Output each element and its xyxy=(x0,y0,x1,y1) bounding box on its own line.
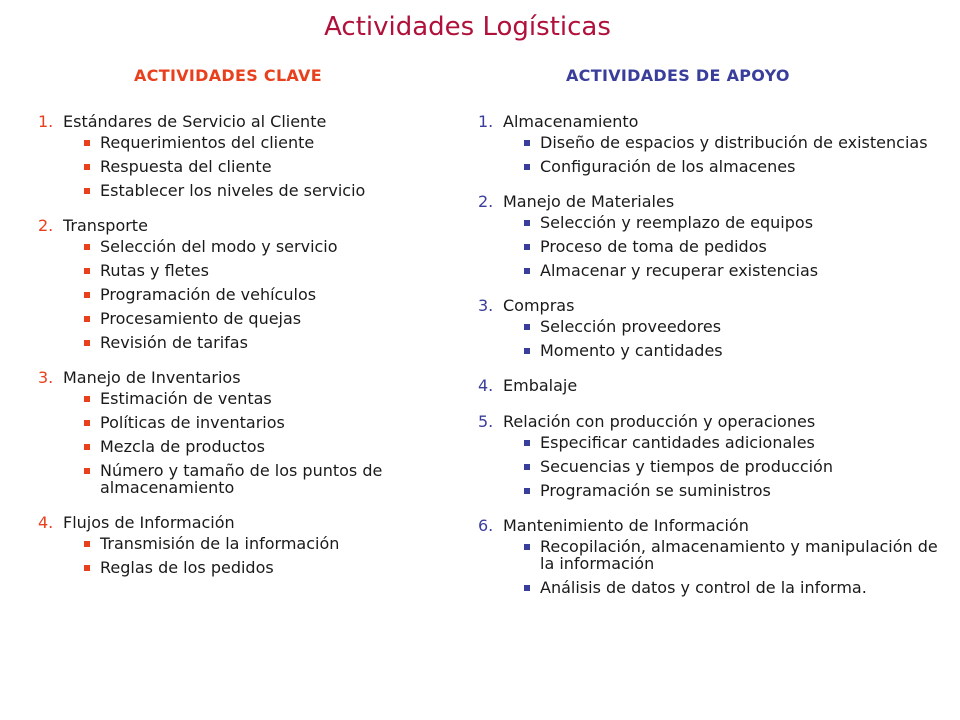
key-activities-column xyxy=(38,66,458,593)
activity-section xyxy=(38,112,458,199)
page-title: Actividades Logísticas xyxy=(324,12,611,42)
list-item xyxy=(38,238,458,255)
square-bullet-icon xyxy=(524,488,530,494)
section-title-text: Estándares de Servicio al Cliente xyxy=(63,112,327,131)
list-item-text: Diseño de espacios y distribución de existencias xyxy=(540,133,928,152)
list-item xyxy=(478,318,948,335)
list-item-text: Almacenar y recuperar existencias xyxy=(540,261,819,280)
support-activities-column xyxy=(478,66,948,613)
sub-item-list xyxy=(38,238,458,351)
section-number: 2. xyxy=(38,216,54,235)
square-bullet-icon xyxy=(524,324,530,330)
square-bullet-icon xyxy=(84,340,90,346)
section-number: 1. xyxy=(478,112,494,131)
list-item-text: Requerimientos del cliente xyxy=(100,133,315,152)
square-bullet-icon xyxy=(84,268,90,274)
list-item xyxy=(478,579,948,596)
list-item-text: Proceso de toma de pedidos xyxy=(540,237,767,256)
section-number: 2. xyxy=(478,192,494,211)
section-title xyxy=(38,216,458,235)
list-item xyxy=(478,538,948,572)
list-item-text: Número y tamaño de los puntos de almacenamiento xyxy=(100,461,383,497)
key-activities-heading: ACTIVIDADES CLAVE xyxy=(134,66,322,85)
list-item-text: Programación de vehículos xyxy=(100,285,317,304)
list-item-text: Secuencias y tiempos de producción xyxy=(540,457,833,476)
square-bullet-icon xyxy=(84,164,90,170)
activity-section xyxy=(478,192,948,279)
list-item xyxy=(478,482,948,499)
section-title-text: Flujos de Información xyxy=(63,513,235,532)
sub-item-list xyxy=(478,538,948,596)
section-title-text: Relación con producción y operaciones xyxy=(503,412,816,431)
sub-item-list xyxy=(38,535,458,576)
sub-item-list xyxy=(478,134,948,175)
list-item xyxy=(478,458,948,475)
section-title xyxy=(478,112,948,131)
activity-section xyxy=(478,296,948,359)
section-title-text: Embalaje xyxy=(503,376,578,395)
section-number: 1. xyxy=(38,112,54,131)
list-item-text: Programación se suministros xyxy=(540,481,771,500)
key-activities-list xyxy=(38,112,458,576)
square-bullet-icon xyxy=(84,188,90,194)
sub-item-list xyxy=(38,134,458,199)
list-item xyxy=(38,414,458,431)
section-title xyxy=(478,412,948,431)
list-item xyxy=(478,434,948,451)
list-item xyxy=(478,158,948,175)
list-item-text: Momento y cantidades xyxy=(540,341,723,360)
square-bullet-icon xyxy=(524,348,530,354)
list-item xyxy=(38,334,458,351)
square-bullet-icon xyxy=(524,164,530,170)
list-item xyxy=(38,535,458,552)
list-item xyxy=(38,134,458,151)
activity-section xyxy=(38,368,458,496)
list-item xyxy=(38,390,458,407)
list-item xyxy=(478,134,948,151)
square-bullet-icon xyxy=(84,420,90,426)
square-bullet-icon xyxy=(524,244,530,250)
list-item-text: Reglas de los pedidos xyxy=(100,558,274,577)
section-title xyxy=(38,112,458,131)
list-item xyxy=(38,262,458,279)
section-number: 5. xyxy=(478,412,494,431)
section-title xyxy=(478,516,948,535)
section-title xyxy=(478,296,948,315)
square-bullet-icon xyxy=(84,140,90,146)
square-bullet-icon xyxy=(84,292,90,298)
activity-section xyxy=(38,513,458,576)
square-bullet-icon xyxy=(524,268,530,274)
section-title xyxy=(478,376,948,395)
section-title-text: Almacenamiento xyxy=(503,112,639,131)
list-item-text: Recopilación, almacenamiento y manipulación de la información xyxy=(540,537,938,573)
list-item xyxy=(478,262,948,279)
list-item xyxy=(38,286,458,303)
square-bullet-icon xyxy=(84,565,90,571)
square-bullet-icon xyxy=(84,541,90,547)
square-bullet-icon xyxy=(524,140,530,146)
list-item xyxy=(38,158,458,175)
list-item xyxy=(478,238,948,255)
list-item-text: Políticas de inventarios xyxy=(100,413,285,432)
activity-section xyxy=(478,516,948,596)
section-title xyxy=(478,192,948,211)
list-item-text: Rutas y fletes xyxy=(100,261,209,280)
square-bullet-icon xyxy=(524,440,530,446)
list-item-text: Transmisión de la información xyxy=(100,534,340,553)
support-activities-heading: ACTIVIDADES DE APOYO xyxy=(566,66,790,85)
list-item xyxy=(38,310,458,327)
list-item xyxy=(38,559,458,576)
sub-item-list xyxy=(478,214,948,279)
section-title-text: Transporte xyxy=(63,216,148,235)
list-item-text: Mezcla de productos xyxy=(100,437,265,456)
square-bullet-icon xyxy=(84,244,90,250)
square-bullet-icon xyxy=(524,220,530,226)
sub-item-list xyxy=(38,390,458,496)
square-bullet-icon xyxy=(84,316,90,322)
list-item-text: Revisión de tarifas xyxy=(100,333,248,352)
activity-section xyxy=(478,376,948,395)
list-item xyxy=(478,214,948,231)
list-item-text: Selección y reemplazo de equipos xyxy=(540,213,814,232)
list-item xyxy=(38,438,458,455)
section-title-text: Compras xyxy=(503,296,575,315)
section-number: 3. xyxy=(478,296,494,315)
list-item xyxy=(478,342,948,359)
list-item-text: Análisis de datos y control de la informa. xyxy=(540,578,867,597)
sub-item-list xyxy=(478,434,948,499)
square-bullet-icon xyxy=(524,544,530,550)
list-item-text: Selección proveedores xyxy=(540,317,722,336)
section-title-text: Manejo de Materiales xyxy=(503,192,675,211)
section-number: 3. xyxy=(38,368,54,387)
list-item-text: Selección del modo y servicio xyxy=(100,237,338,256)
section-title-text: Mantenimiento de Información xyxy=(503,516,749,535)
square-bullet-icon xyxy=(524,585,530,591)
square-bullet-icon xyxy=(84,396,90,402)
square-bullet-icon xyxy=(84,444,90,450)
list-item xyxy=(38,182,458,199)
activity-section xyxy=(478,112,948,175)
section-number: 6. xyxy=(478,516,494,535)
activity-section xyxy=(38,216,458,351)
list-item-text: Estimación de ventas xyxy=(100,389,272,408)
square-bullet-icon xyxy=(524,464,530,470)
list-item xyxy=(38,462,458,496)
list-item-text: Procesamiento de quejas xyxy=(100,309,302,328)
list-item-text: Respuesta del cliente xyxy=(100,157,272,176)
square-bullet-icon xyxy=(84,468,90,474)
list-item-text: Configuración de los almacenes xyxy=(540,157,796,176)
support-activities-list xyxy=(478,112,948,596)
section-title xyxy=(38,368,458,387)
section-title-text: Manejo de Inventarios xyxy=(63,368,241,387)
section-title xyxy=(38,513,458,532)
activity-section xyxy=(478,412,948,499)
section-number: 4. xyxy=(38,513,54,532)
list-item-text: Especificar cantidades adicionales xyxy=(540,433,815,452)
list-item-text: Establecer los niveles de servicio xyxy=(100,181,366,200)
sub-item-list xyxy=(478,318,948,359)
section-number: 4. xyxy=(478,376,494,395)
